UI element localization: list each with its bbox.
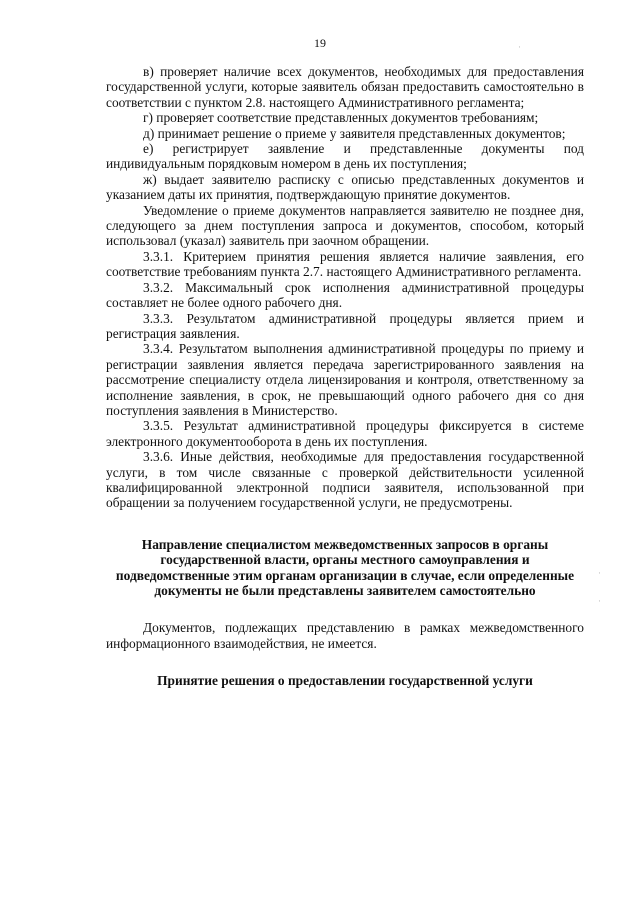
paragraph-item-v: в) проверяет наличие всех документов, необходимых для предоставления государственной услуги, которые заявитель обязан предоставить самостоятельно в соответствии с пунктом 2.8. настоящего Административного регламента;	[106, 64, 584, 110]
paragraph-item-e: е) регистрирует заявление и представленные документы под индивидуальным порядковым номером в день их поступления;	[106, 141, 584, 172]
scan-dot-mark: ·	[598, 596, 601, 606]
section-heading-interagency-requests: Направление специалистом межведомственных запросов в органы государственной власти, органы местного самоуправления и подведомственные этим органам организации в случае, если определенные документы не были представлены заявителем самостоятельно	[115, 536, 575, 598]
page-number: 19	[314, 36, 326, 50]
document-body	[106, 64, 584, 689]
paragraph-item-zh: ж) выдает заявителю расписку с описью представленных документов и указанием даты их принятия, подтверждающую принятие документов.	[106, 171, 584, 203]
scan-dot-mark: ·	[518, 42, 521, 52]
paragraph-3-3-6: 3.3.6. Иные действия, необходимые для предоставления государственной услуги, в том числе связанные с проверкой действительности усиленной квалифицированной электронной подписи заявителя, использованной при обращении за получением государственной услуги, не предусмотрены.	[106, 449, 584, 511]
paragraph-3-3-1: 3.3.1. Критерием принятия решения является наличие заявления, его соответствие требованиям пункта 2.7. настоящего Административного регламента.	[106, 248, 584, 280]
paragraph-notification: Уведомление о приеме документов направляется заявителю не позднее дня, следующего за днем поступления запроса и документов, способом, который использовал (указал) заявитель при заочном обращении.	[106, 202, 584, 249]
paragraph-3-3-2: 3.3.2. Максимальный срок исполнения административной процедуры составляет не более одного рабочего дня.	[106, 279, 584, 311]
paragraph-3-3-3: 3.3.3. Результатом административной процедуры является прием и регистрация заявления.	[106, 310, 584, 341]
paragraph-item-d: д) принимает решение о приеме у заявителя представленных документов;	[143, 125, 566, 141]
paragraph-item-g: г) проверяет соответствие представленных документов требованиям;	[143, 110, 539, 126]
scan-dot-mark: ·	[598, 568, 601, 578]
paragraph-interagency-documents: Документов, подлежащих представлению в рамках межведомственного информационного взаимодействия, не имеется.	[106, 620, 584, 651]
paragraph-3-3-4: 3.3.4. Результатом выполнения административной процедуры по приему и регистрации заявления является передача зарегистрированного заявления на рассмотрение специалисту отдела лицензирования и контроля, ответственному за исполнение заявления, в срок, не превышающий одного рабочего дня со дня поступления заявления в Министерство.	[106, 341, 584, 418]
paragraph-3-3-5: 3.3.5. Результат административной процедуры фиксируется в системе электронного документооборота в день их поступления.	[106, 418, 584, 449]
section-heading-decision: Принятие решения о предоставлении государственной услуги	[157, 673, 533, 689]
